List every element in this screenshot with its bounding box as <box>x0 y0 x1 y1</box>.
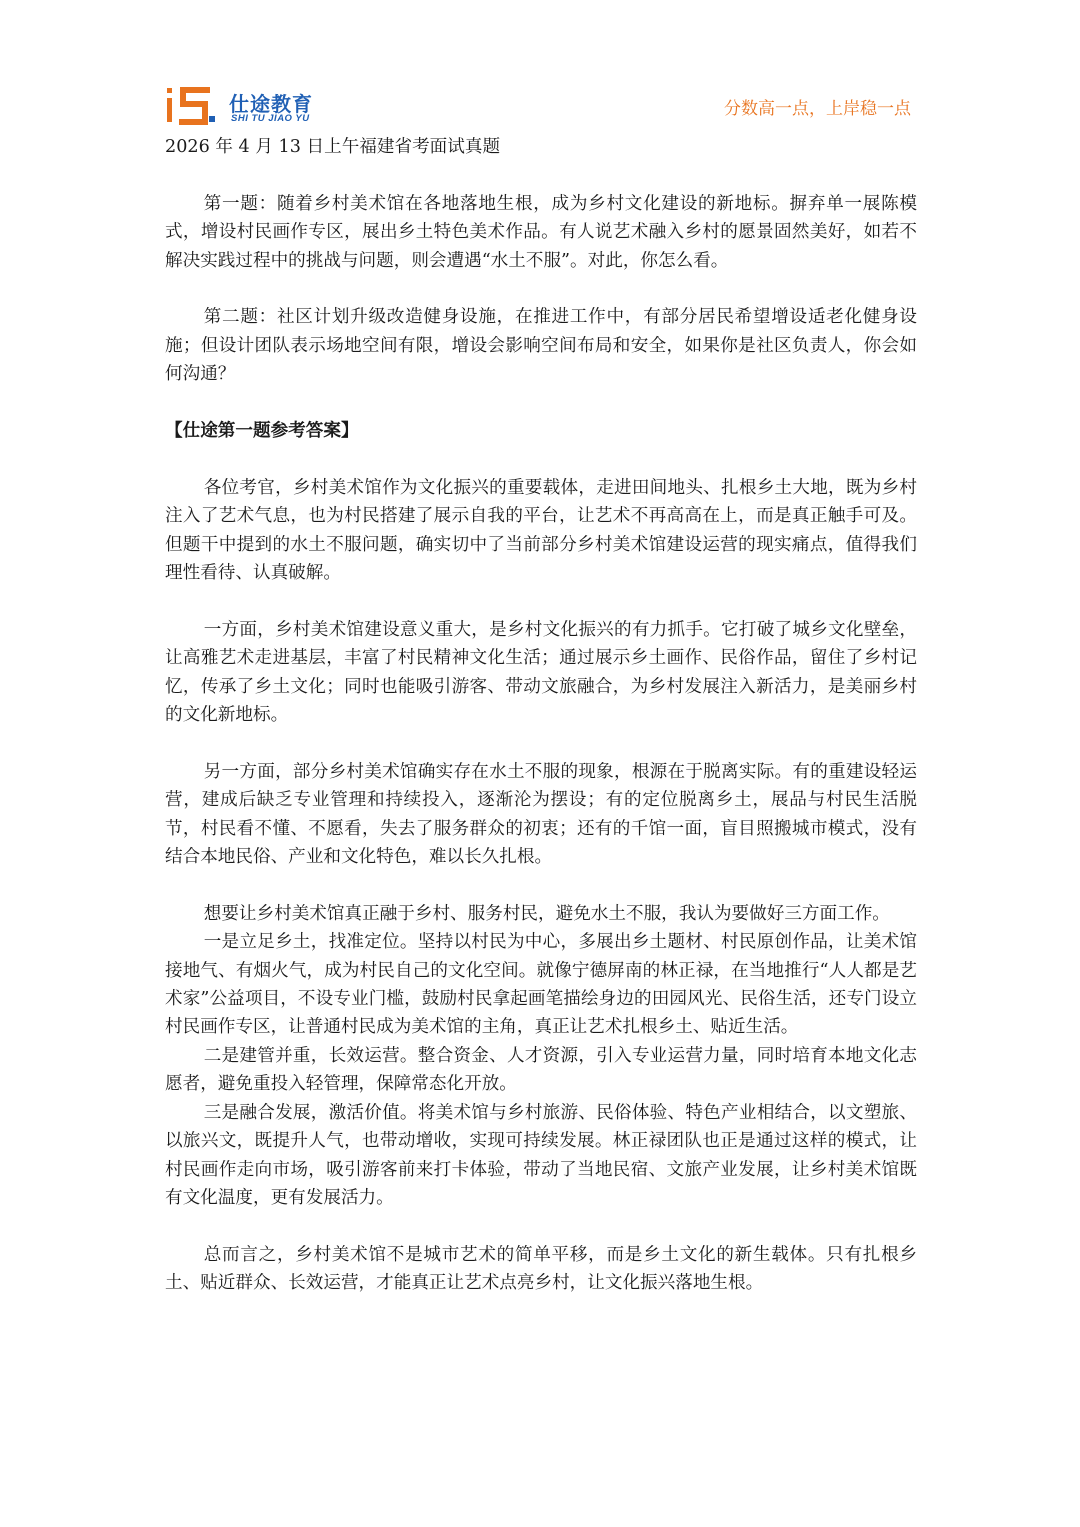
document-body <box>165 133 917 1298</box>
document-title: 2026 年 4 月 13 日上午福建省考面试真题 <box>165 137 501 157</box>
question-2: 第二题：社区计划升级改造健身设施，在推进工作中，有部分居民希望增设适老化健身设施；但设计团队表示场地空间有限，增设会影响空间布局和安全，如果你是社区负责人，你会如何沟通？ <box>165 307 917 385</box>
page-header <box>165 82 915 128</box>
answer-paragraph: 想要让乡村美术馆真正融于乡村、服务村民，避免水土不服，我认为要做好三方面工作。 <box>203 903 890 924</box>
answer-paragraph: 二是建管并重，长效运营。整合资金、人才资源，引入专业运营力量，同时培育本地文化志愿者，避免重投入轻管理，保障常态化开放。 <box>165 1045 917 1095</box>
header-slogan: 分数高一点，上岸稳一点 <box>724 99 911 119</box>
brand-name-cn: 仕途教育 <box>229 92 313 116</box>
answer-paragraph: 各位考官，乡村美术馆作为文化振兴的重要载体，走进田间地头、扎根乡土大地，既为乡村注入了艺术气息，也为村民搭建了展示自我的平台，让艺术不再高高在上，而是真正触手可及。但题干中提到的水土不服问题，确实切中了当前部分乡村美术馆建设运营的现实痛点，值得我们理性看待、认真破解。 <box>165 477 917 584</box>
question-1: 第一题：随着乡村美术馆在各地落地生根，成为乡村文化建设的新地标。摒弃单一展陈模式，增设村民画作专区，展出乡土特色美术作品。有人说艺术融入乡村的愿景固然美好，如若不解决实践过程中的挑战与问题，则会遭遇“水土不服”。对此，你怎么看。 <box>165 193 917 271</box>
answer-paragraph: 一方面，乡村美术馆建设意义重大，是乡村文化振兴的有力抓手。它打破了城乡文化壁垒，让高雅艺术走进基层，丰富了村民精神文化生活；通过展示乡土画作、民俗作品，留住了乡村记忆，传承了乡土文化；同时也能吸引游客、带动文旅融合，为乡村发展注入新活力，是美丽乡村的文化新地标。 <box>165 619 917 726</box>
brand-name-en: SHI TU JIAO YU <box>231 113 310 124</box>
answer-paragraph: 一是立足乡土，找准定位。坚持以村民为中心，多展出乡土题材、村民原创作品，让美术馆接地气、有烟火气，成为村民自己的文化空间。就像宁德屏南的林正禄，在当地推行“人人都是艺术家”公益项目，不设专业门槛，鼓励村民拿起画笔描绘身边的田园风光、民俗生活，还专门设立村民画作专区，让普通村民成为美术馆的主角，真正让艺术扎根乡土、贴近生活。 <box>165 932 917 1038</box>
answer-paragraph: 另一方面，部分乡村美术馆确实存在水土不服的现象，根源在于脱离实际。有的重建设轻运营，建成后缺乏专业管理和持续投入，逐渐沦为摆设；有的定位脱离乡土，展品与村民生活脱节，村民看不懂、不愿看，失去了服务群众的初衷；还有的千馆一面，盲目照搬城市模式，没有结合本地民俗、产业和文化特色，难以长久扎根。 <box>165 761 917 868</box>
answer-heading: 【仕途第一题参考答案】 <box>165 420 359 442</box>
answer-paragraph: 三是融合发展，激活价值。将美术馆与乡村旅游、民俗体验、特色产业相结合，以文塑旅、以旅兴文，既提升人气，也带动增收，实现可持续发展。林正禄团队也正是通过这样的模式，让村民画作走向市场，吸引游客前来打卡体验，带动了当地民宿、文旅产业发展，让乡村美术馆既有文化温度，更有发展活力。 <box>165 1102 917 1208</box>
brand-logo-icon <box>165 82 217 128</box>
answer-paragraph: 总而言之，乡村美术馆不是城市艺术的简单平移，而是乡土文化的新生载体。只有扎根乡土、贴近群众、长效运营，才能真正让艺术点亮乡村，让文化振兴落地生根。 <box>165 1244 917 1294</box>
